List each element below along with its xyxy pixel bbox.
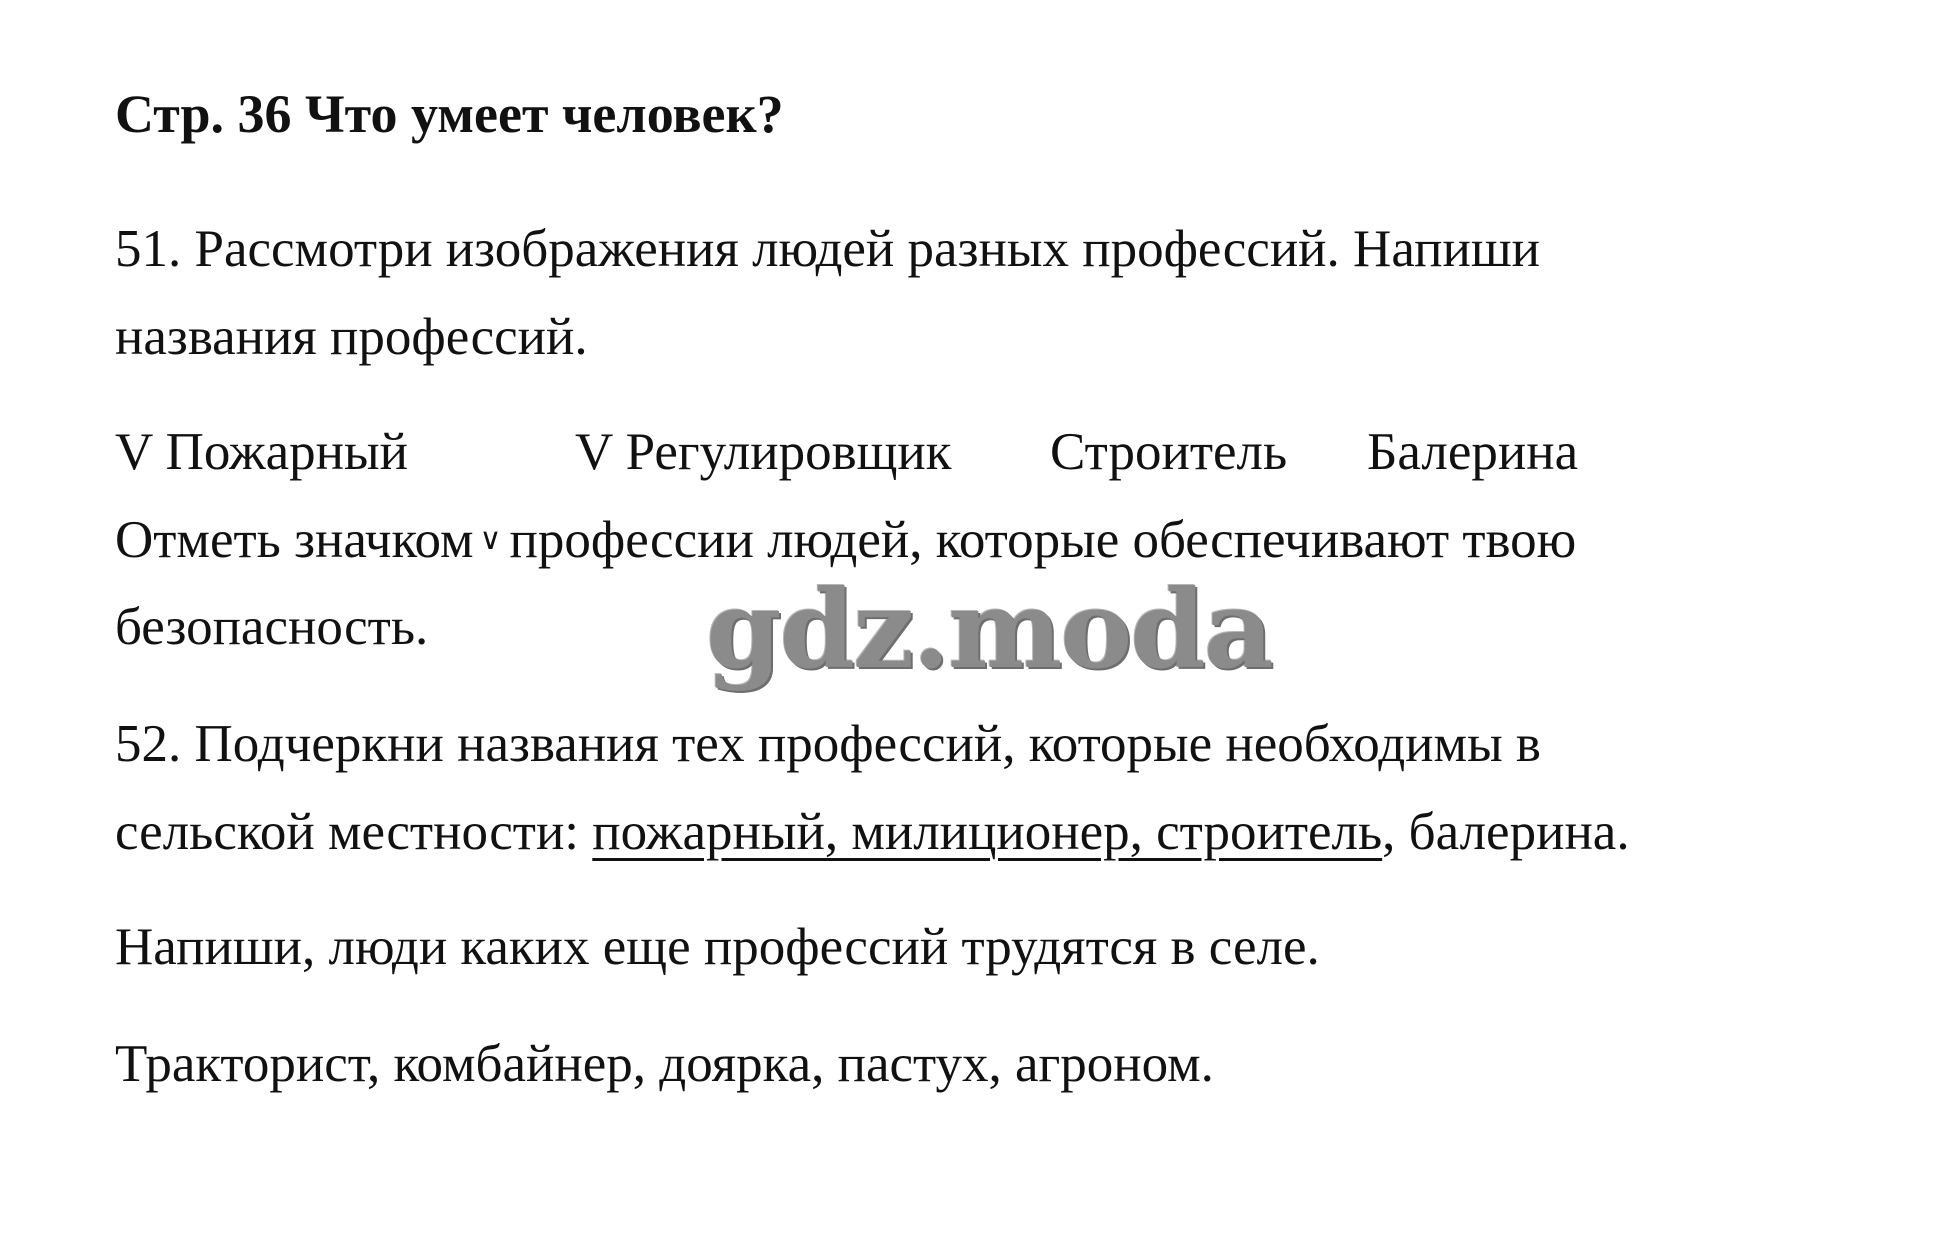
task51-answers-row <box>115 422 1815 482</box>
task51-text-line2: названия профессий. <box>115 308 588 366</box>
mark-instruction-after: профессии людей, которые обеспечивают твою <box>509 511 1577 569</box>
underlined-professions: пожарный, милиционер, строитель <box>592 803 1383 861</box>
task51-mark-instruction <box>115 510 1576 570</box>
task51-text-line1: 51. Рассмотри изображения людей разных профессий. Напиши <box>115 220 1541 278</box>
task52-line2-prefix: сельской местности: <box>115 803 593 861</box>
mark-instruction-before: Отметь значком <box>115 511 474 569</box>
answer-traffic-controller: V Регулировщик <box>575 423 952 481</box>
task52-line2-suffix: , балерина. <box>1382 803 1630 861</box>
page-title: Стр. 36 Что умеет человек? <box>115 84 784 144</box>
task52-answer: Тракторист, комбайнер, доярка, пастух, агроном. <box>115 1035 1214 1093</box>
checkmark-icon: ∨ <box>479 522 502 557</box>
answer-builder: Строитель <box>1050 423 1288 481</box>
task52-text-line2 <box>115 802 1630 862</box>
task51-mark-instruction-line2: безопасность. <box>115 598 429 656</box>
answer-ballerina: Балерина <box>1367 423 1579 481</box>
task52-question: Напиши, люди каких еще профессий трудятся в селе. <box>115 918 1320 976</box>
watermark-logo: gdz.moda <box>706 567 1272 693</box>
answer-firefighter: V Пожарный <box>115 423 409 481</box>
task52-text-line1: 52. Подчеркни названия тех профессий, которые необходимы в <box>115 715 1541 773</box>
